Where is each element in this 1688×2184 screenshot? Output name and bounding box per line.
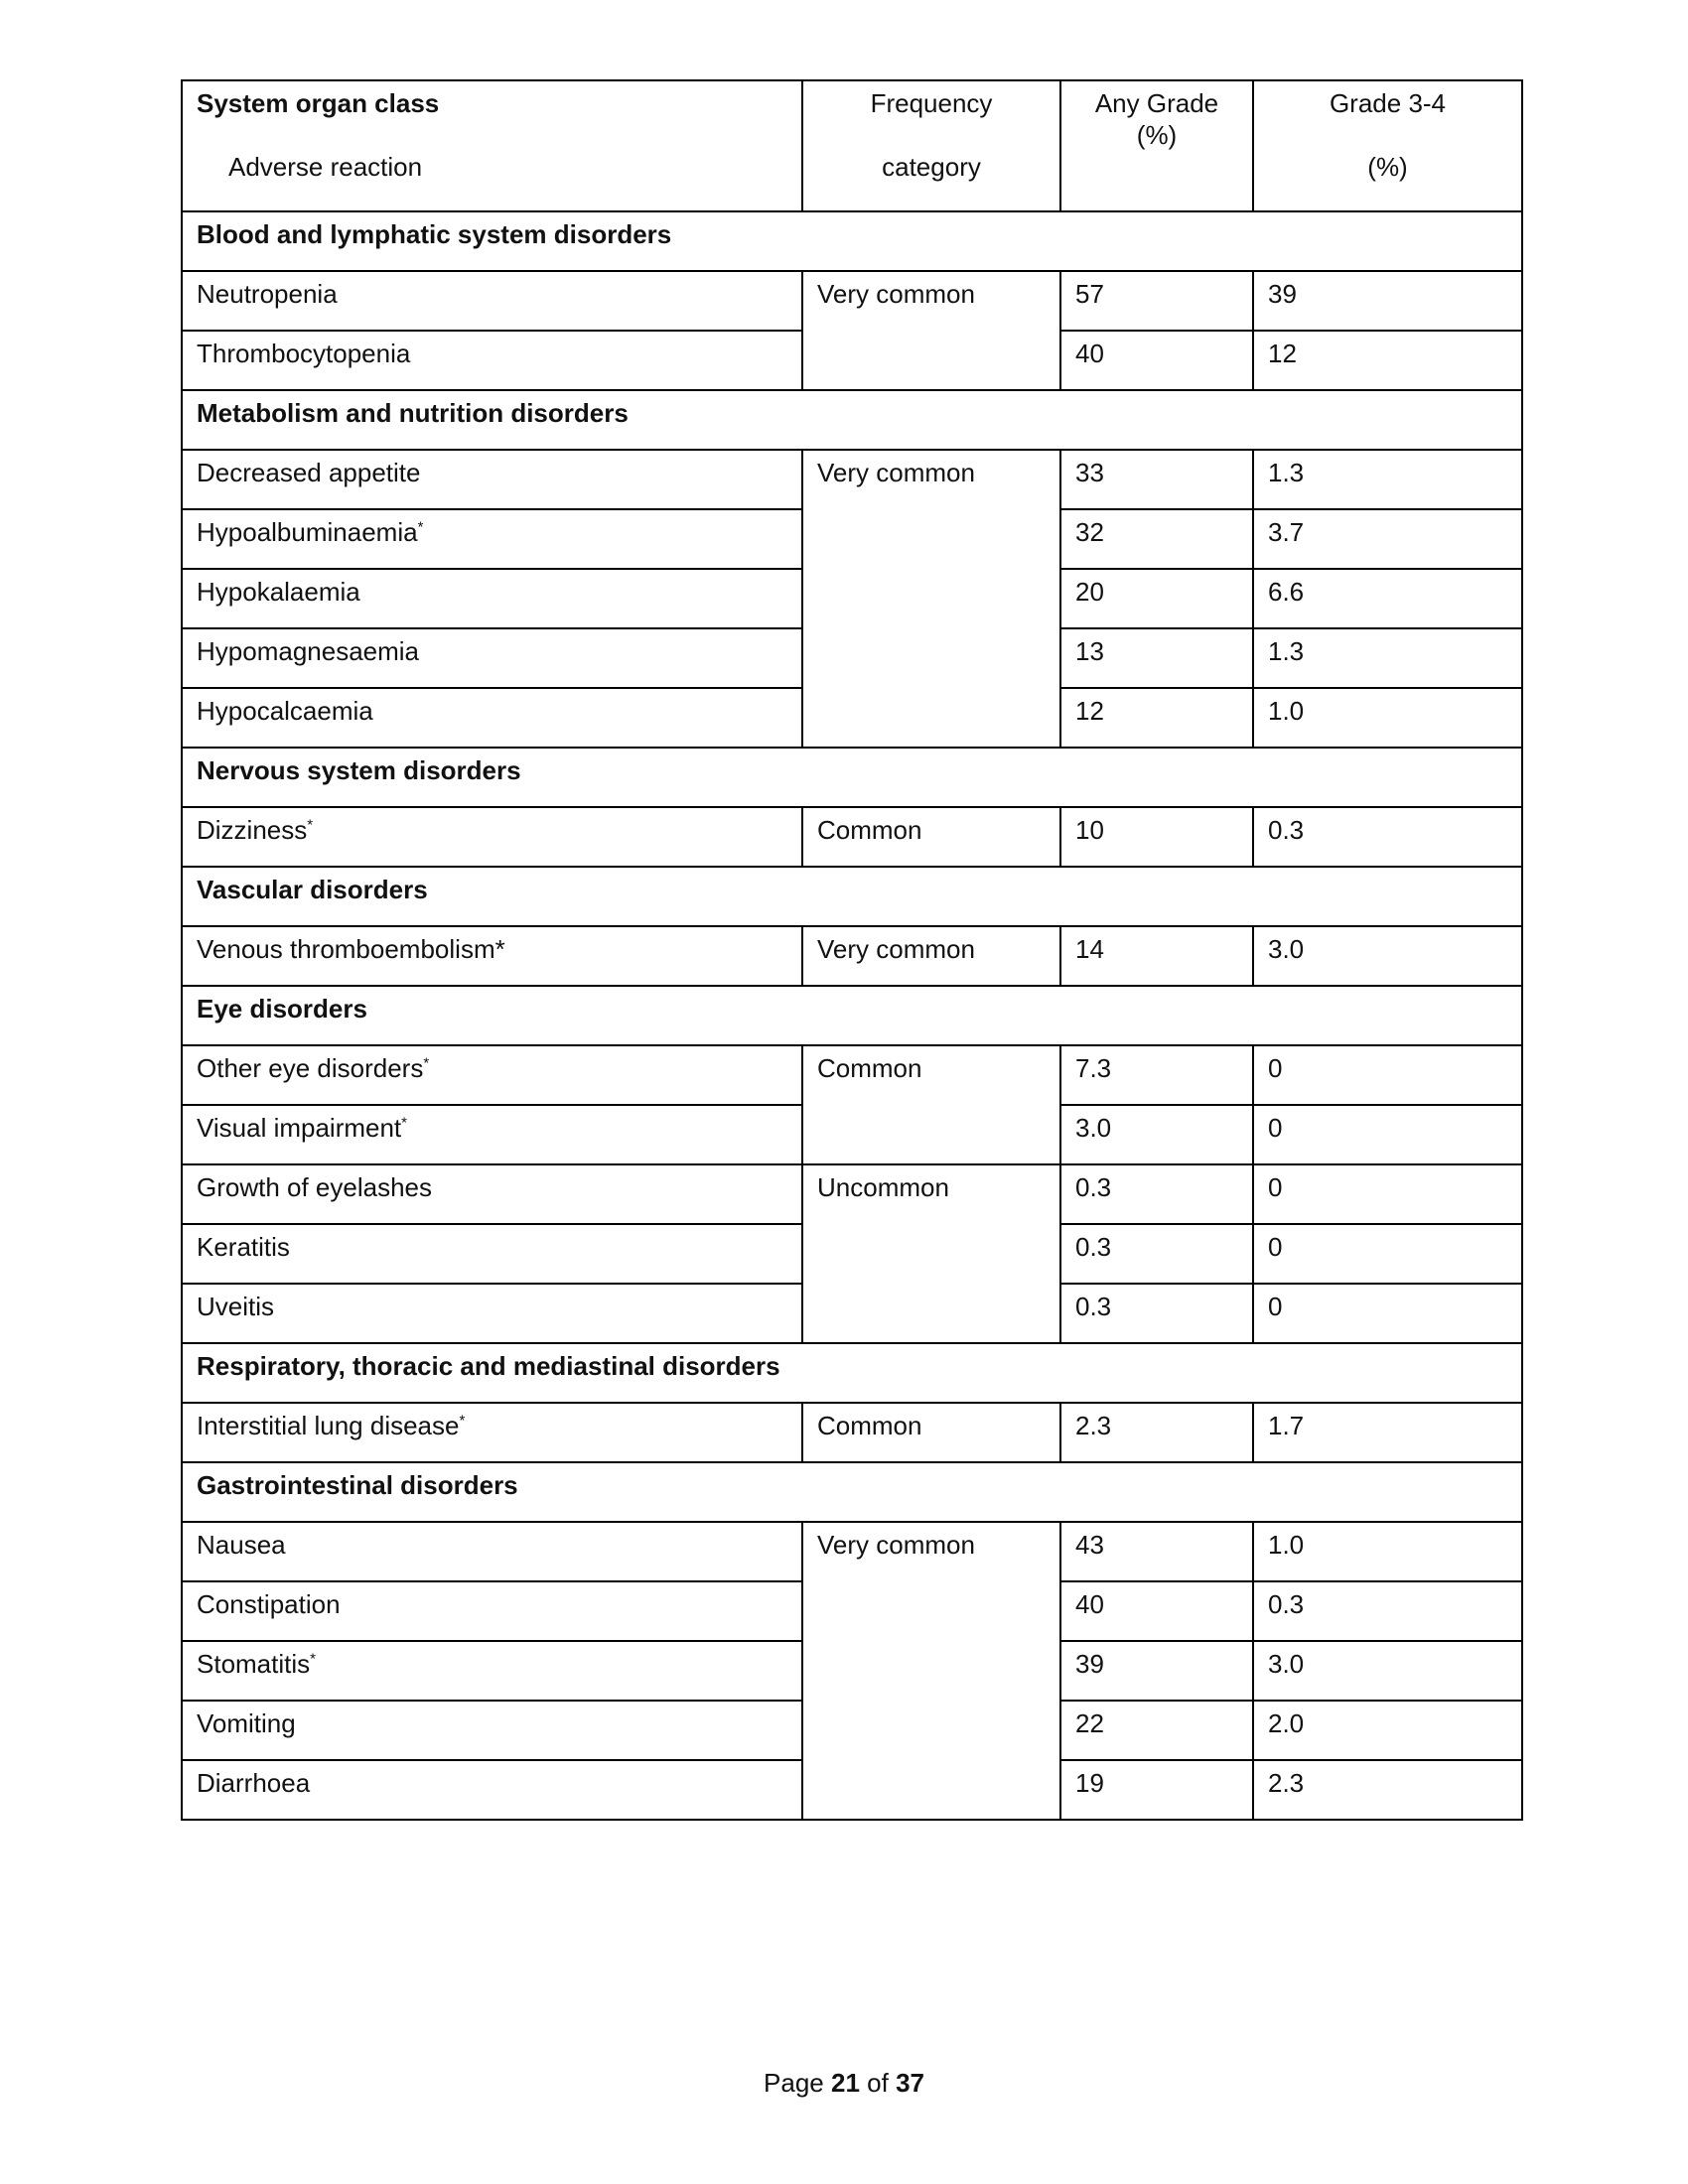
- adverse-reaction-label: Neutropenia: [197, 279, 338, 309]
- adverse-reaction-label: Interstitial lung disease: [197, 1411, 460, 1440]
- header-frequency-category: [802, 80, 1060, 211]
- header-col1-sub: Adverse reaction: [228, 152, 423, 182]
- grade-3-4-cell: 1.0: [1253, 1522, 1522, 1581]
- adverse-reaction-cell: [182, 569, 802, 628]
- adverse-reaction-label: Uveitis: [197, 1292, 275, 1321]
- any-grade-cell: 12: [1060, 688, 1253, 748]
- adverse-reaction-label: Visual impairment: [197, 1113, 402, 1143]
- section-title: Nervous system disorders: [182, 748, 1522, 807]
- any-grade-cell: 40: [1060, 1581, 1253, 1641]
- adverse-reaction-label: Nausea: [197, 1530, 286, 1560]
- adverse-reaction-cell: [182, 450, 802, 509]
- any-grade-cell: 7.3: [1060, 1045, 1253, 1105]
- adverse-reaction-cell: [182, 271, 802, 331]
- frequency-category-cell: Common: [802, 1403, 1060, 1462]
- table-row: [182, 926, 1522, 986]
- adverse-reaction-cell: [182, 1403, 802, 1462]
- adverse-reaction-label: Vomiting: [197, 1708, 296, 1738]
- table-row: [182, 1045, 1522, 1105]
- section-title: Metabolism and nutrition disorders: [182, 390, 1522, 450]
- any-grade-cell: 32: [1060, 509, 1253, 569]
- page-total: 37: [896, 2068, 924, 2098]
- grade-3-4-cell: 3.7: [1253, 509, 1522, 569]
- header-system-organ-class: [182, 80, 802, 211]
- section-title: Gastrointestinal disorders: [182, 1462, 1522, 1522]
- adverse-reaction-label: Stomatitis: [197, 1649, 311, 1679]
- frequency-category-cell: Very common: [802, 450, 1060, 748]
- section-row: [182, 1462, 1522, 1522]
- grade-3-4-cell: 0: [1253, 1224, 1522, 1284]
- any-grade-cell: 0.3: [1060, 1284, 1253, 1343]
- adverse-reaction-cell: [182, 807, 802, 867]
- section-row: [182, 867, 1522, 926]
- any-grade-cell: 43: [1060, 1522, 1253, 1581]
- any-grade-cell: 3.0: [1060, 1105, 1253, 1164]
- grade-3-4-cell: 6.6: [1253, 569, 1522, 628]
- adverse-reaction-cell: [182, 1701, 802, 1760]
- frequency-category-cell: Very common: [802, 271, 1060, 390]
- adverse-reaction-label: Hypomagnesaemia: [197, 636, 420, 666]
- footnote-asterisk: *: [459, 1412, 466, 1430]
- table-body: [182, 80, 1522, 1820]
- page-number: [0, 2068, 1688, 2099]
- any-grade-cell: 33: [1060, 450, 1253, 509]
- section-row: [182, 1343, 1522, 1403]
- footnote-asterisk: *: [307, 816, 314, 834]
- any-grade-cell: 22: [1060, 1701, 1253, 1760]
- grade-3-4-cell: 2.0: [1253, 1701, 1522, 1760]
- adverse-reaction-cell: [182, 1284, 802, 1343]
- frequency-category-cell: Common: [802, 807, 1060, 867]
- grade-3-4-cell: 0: [1253, 1105, 1522, 1164]
- table-row: [182, 807, 1522, 867]
- adverse-reaction-label: Other eye disorders: [197, 1053, 424, 1083]
- frequency-category-cell: Very common: [802, 1522, 1060, 1820]
- any-grade-cell: 19: [1060, 1760, 1253, 1820]
- any-grade-cell: 57: [1060, 271, 1253, 331]
- adverse-reaction-cell: [182, 926, 802, 986]
- grade-3-4-cell: 1.3: [1253, 628, 1522, 688]
- header-any-grade: [1060, 80, 1253, 211]
- grade-3-4-cell: 39: [1253, 271, 1522, 331]
- adverse-reaction-label: Diarrhoea: [197, 1768, 311, 1798]
- adverse-reaction-label: Keratitis: [197, 1232, 290, 1262]
- grade-3-4-cell: 0.3: [1253, 1581, 1522, 1641]
- grade-3-4-cell: 12: [1253, 331, 1522, 390]
- section-row: [182, 390, 1522, 450]
- header-col3-line2: (%): [1136, 120, 1178, 150]
- grade-3-4-cell: 3.0: [1253, 926, 1522, 986]
- any-grade-cell: 39: [1060, 1641, 1253, 1701]
- frequency-category-cell: Very common: [802, 926, 1060, 986]
- adverse-reaction-label: Growth of eyelashes: [197, 1172, 433, 1202]
- any-grade-cell: 2.3: [1060, 1403, 1253, 1462]
- grade-3-4-cell: 0: [1253, 1284, 1522, 1343]
- any-grade-cell: 10: [1060, 807, 1253, 867]
- adverse-reaction-cell: [182, 1164, 802, 1224]
- any-grade-cell: 20: [1060, 569, 1253, 628]
- grade-3-4-cell: 2.3: [1253, 1760, 1522, 1820]
- section-title: Eye disorders: [182, 986, 1522, 1045]
- adverse-reaction-cell: [182, 688, 802, 748]
- table-row: [182, 271, 1522, 331]
- adverse-reaction-label: Constipation: [197, 1589, 341, 1619]
- page-prefix: Page: [764, 2068, 824, 2098]
- header-row: [182, 80, 1522, 211]
- header-col4-line1: Grade 3-4: [1329, 88, 1447, 118]
- any-grade-cell: 13: [1060, 628, 1253, 688]
- page-of: of: [867, 2068, 889, 2098]
- adverse-reaction-cell: [182, 509, 802, 569]
- header-col3-line1: Any Grade: [1094, 88, 1219, 118]
- adverse-reaction-cell: [182, 1581, 802, 1641]
- adverse-reactions-table: [181, 79, 1523, 1821]
- footnote-asterisk: *: [310, 1650, 316, 1668]
- page-current: 21: [830, 2068, 860, 2098]
- grade-3-4-cell: 0.3: [1253, 807, 1522, 867]
- adverse-reaction-label: Decreased appetite: [197, 458, 421, 487]
- adverse-reaction-label: Dizziness: [197, 815, 308, 845]
- grade-3-4-cell: 0: [1253, 1164, 1522, 1224]
- table-row: [182, 1522, 1522, 1581]
- frequency-category-cell: Common: [802, 1045, 1060, 1164]
- adverse-reaction-label: Thrombocytopenia: [197, 339, 411, 368]
- section-title: Blood and lymphatic system disorders: [182, 211, 1522, 271]
- grade-3-4-cell: 1.0: [1253, 688, 1522, 748]
- footnote-asterisk: *: [423, 1054, 430, 1072]
- header-col1-main: System organ class: [197, 88, 440, 118]
- any-grade-cell: 40: [1060, 331, 1253, 390]
- header-col4-line2: (%): [1367, 152, 1408, 182]
- adverse-reaction-cell: [182, 1045, 802, 1105]
- grade-3-4-cell: 1.3: [1253, 450, 1522, 509]
- adverse-reaction-cell: [182, 628, 802, 688]
- table-row: [182, 1164, 1522, 1224]
- header-col2-line2: category: [882, 152, 981, 182]
- adverse-reaction-cell: [182, 1641, 802, 1701]
- section-row: [182, 211, 1522, 271]
- any-grade-cell: 14: [1060, 926, 1253, 986]
- any-grade-cell: 0.3: [1060, 1164, 1253, 1224]
- grade-3-4-cell: 3.0: [1253, 1641, 1522, 1701]
- adverse-reaction-cell: [182, 1760, 802, 1820]
- footnote-asterisk: *: [401, 1114, 408, 1132]
- grade-3-4-cell: 0: [1253, 1045, 1522, 1105]
- adverse-reaction-cell: [182, 1105, 802, 1164]
- adverse-reaction-cell: [182, 1522, 802, 1581]
- adverse-reaction-label: Hypoalbuminaemia: [197, 517, 418, 547]
- adverse-reaction-label: Venous thromboembolism*: [197, 934, 505, 964]
- adverse-reaction-label: Hypokalaemia: [197, 577, 360, 607]
- header-grade-3-4: [1253, 80, 1522, 211]
- any-grade-cell: 0.3: [1060, 1224, 1253, 1284]
- section-row: [182, 748, 1522, 807]
- adverse-reaction-cell: [182, 331, 802, 390]
- section-title: Respiratory, thoracic and mediastinal disorders: [182, 1343, 1522, 1403]
- section-row: [182, 986, 1522, 1045]
- footnote-asterisk: *: [417, 518, 424, 536]
- section-title: Vascular disorders: [182, 867, 1522, 926]
- adverse-reaction-cell: [182, 1224, 802, 1284]
- frequency-category-cell: Uncommon: [802, 1164, 1060, 1343]
- adverse-reaction-label: Hypocalcaemia: [197, 696, 373, 726]
- table-row: [182, 1403, 1522, 1462]
- header-col2-line1: Frequency: [870, 88, 993, 118]
- table-row: [182, 450, 1522, 509]
- grade-3-4-cell: 1.7: [1253, 1403, 1522, 1462]
